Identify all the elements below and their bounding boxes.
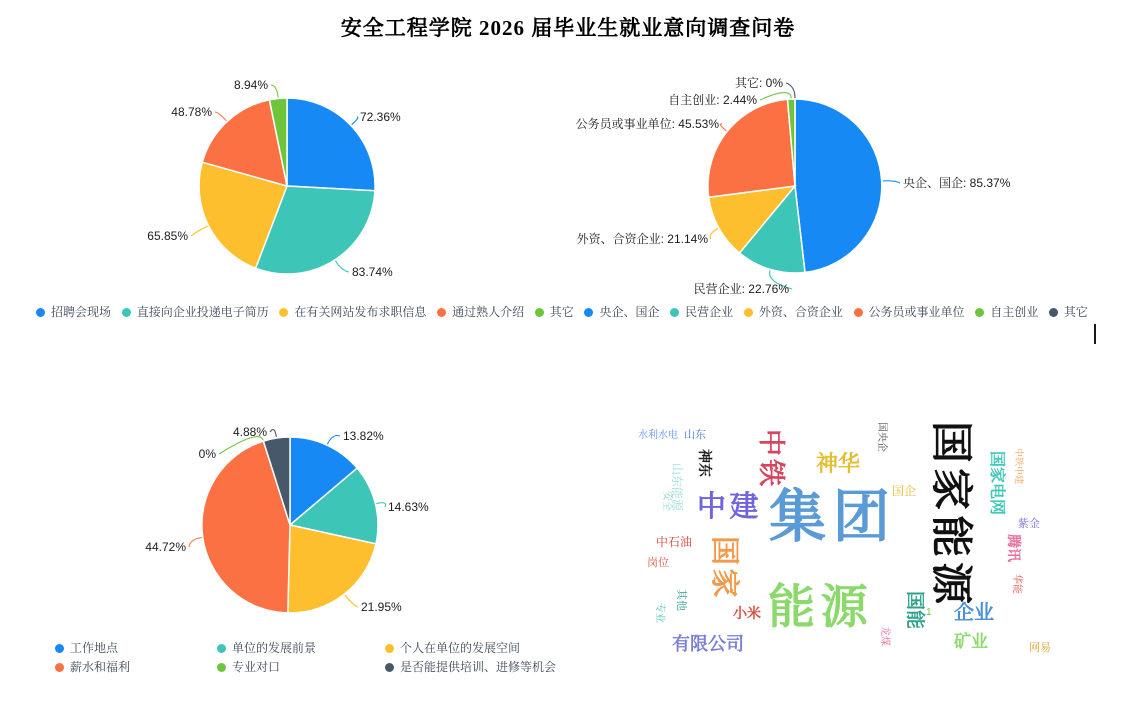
wordcloud-word: 中建: [697, 491, 762, 523]
legend-item[interactable]: [217, 659, 385, 675]
legend-item[interactable]: [1049, 304, 1088, 320]
pie-label: 44.72%: [145, 540, 186, 554]
legend-label: 单位的发展前景: [232, 641, 317, 655]
legend-label: 在有关网站发布求职信息: [294, 305, 427, 319]
pie-label-leader: [345, 595, 358, 607]
legend-dot-icon: [854, 308, 863, 317]
pie-label: 公务员或事业单位: 45.53%: [575, 117, 719, 131]
text-cursor: [1094, 324, 1096, 344]
legend-label: 其它: [1063, 305, 1088, 319]
wordcloud-word: 能源: [768, 580, 874, 633]
legend-item[interactable]: [122, 304, 269, 320]
pie-label-leader: [215, 112, 226, 121]
pie-label: 其它: 0%: [734, 76, 783, 90]
wordcloud-word: 国能: [904, 591, 925, 630]
wordcloud-word: 矿业: [954, 632, 988, 651]
legend-grid-bottom: [55, 640, 556, 675]
pie-label-leader: [189, 538, 202, 548]
pie-label: 14.63%: [388, 500, 429, 514]
wordcloud-word: 华能: [1011, 574, 1022, 594]
wordcloud-word: 国家电网: [988, 451, 1005, 516]
pie-label-leader: [710, 229, 718, 240]
pie-label: 自主创业: 2.44%: [668, 93, 757, 107]
legend-dot-icon: [55, 644, 64, 653]
wordcloud-word: 国央企: [876, 422, 887, 452]
legend-dot-icon: [217, 663, 226, 672]
wordcloud-word: 龙煤: [879, 626, 890, 646]
wordcloud-word: 岗位: [647, 557, 669, 569]
pie-label-leader: [883, 181, 900, 183]
legend-dot-icon: [385, 644, 394, 653]
pie-label-leader: [271, 85, 278, 97]
wordcloud-word: 中铁: [756, 429, 786, 490]
legend-item[interactable]: [279, 304, 426, 320]
pie-label: 0%: [198, 447, 216, 461]
legend-dot-icon: [55, 663, 64, 672]
pie-chart-job-search-channels: [147, 78, 401, 279]
legend-item[interactable]: [975, 304, 1038, 320]
pie-label: 65.85%: [147, 229, 188, 243]
wordcloud-word: 国企: [892, 484, 917, 498]
wordcloud-word: 专业: [654, 603, 665, 623]
legend-label: 是否能提供培训、进修等机会: [400, 660, 557, 674]
legend-item[interactable]: [36, 304, 111, 320]
legend-item[interactable]: [217, 640, 385, 656]
pie-label: 4.88%: [232, 425, 267, 439]
legend-label: 直接向企业投递电子简历: [136, 305, 269, 319]
legend-row-top: [36, 304, 1088, 320]
legend-dot-icon: [437, 308, 446, 317]
pie-label: 外资、合资企业: 21.14%: [576, 232, 708, 246]
legend-item[interactable]: [55, 640, 217, 656]
legend-item[interactable]: [385, 659, 556, 675]
pie-label: 央企、国企: 85.37%: [903, 176, 1011, 190]
pie-label-leader: [720, 124, 726, 131]
legend-label: 其它: [549, 305, 574, 319]
pie-label: 13.82%: [343, 429, 384, 443]
wordcloud-word: 其他: [675, 589, 687, 611]
wordcloud-word: 中铁中建: [1014, 448, 1024, 485]
wordcloud-word: 安全: [661, 491, 672, 511]
pie-label: 48.78%: [171, 105, 212, 119]
wordcloud-word: 山东能源: [670, 463, 684, 512]
legend-dot-icon: [122, 308, 131, 317]
legend-label: 央企、国企: [599, 305, 660, 319]
legend-dot-icon: [1049, 308, 1058, 317]
legend-label: 外资、合资企业: [758, 305, 843, 319]
wordcloud-word: 有限公司: [672, 634, 744, 654]
legend-label: 专业对口: [232, 660, 281, 674]
pie-slice[interactable]: [708, 99, 795, 197]
pie-label: 民营企业: 22.76%: [693, 282, 789, 296]
legend-item[interactable]: [385, 640, 556, 656]
legend-dot-icon: [670, 308, 679, 317]
pie-label-leader: [376, 503, 385, 507]
pie-label-leader: [352, 117, 358, 125]
legend-dot-icon: [975, 308, 984, 317]
pie-label-leader: [327, 435, 340, 444]
legend-item[interactable]: [437, 304, 524, 320]
wordcloud-word: 神华: [816, 451, 861, 476]
legend-dot-icon: [36, 308, 45, 317]
legend-label: 通过熟人介绍: [452, 305, 525, 319]
employer-wordcloud: [620, 405, 1136, 705]
legend-item[interactable]: [535, 304, 574, 320]
legend-dot-icon: [217, 644, 226, 653]
legend-item[interactable]: [854, 304, 965, 320]
pie-label-leader: [335, 261, 349, 272]
pie-label-leader: [270, 430, 276, 437]
wordcloud-word: 1: [926, 607, 932, 618]
legend-item[interactable]: [55, 659, 217, 675]
wordcloud-word: 国家能源: [928, 421, 975, 610]
wordcloud-word: 中石油: [656, 535, 693, 549]
legend-label: 公务员或事业单位: [868, 305, 965, 319]
wordcloud-word: 山东: [684, 429, 706, 441]
legend-label: 工作地点: [70, 641, 119, 655]
pie-label: 21.95%: [361, 600, 402, 614]
pie-slice[interactable]: [795, 99, 882, 272]
pie-label: 72.36%: [360, 110, 401, 124]
pie-chart-job-choice-factors: [145, 425, 429, 614]
legend-label: 民营企业: [685, 305, 734, 319]
wordcloud-word: 企业: [954, 602, 994, 624]
wordcloud-word: 国家: [708, 536, 740, 601]
legend-dot-icon: [535, 308, 544, 317]
legend-label: 薪水和福利: [70, 660, 131, 674]
wordcloud-word: 网易: [1029, 642, 1051, 654]
legend-dot-icon: [385, 663, 394, 672]
wordcloud-word: 集团: [769, 485, 897, 549]
legend-label: 个人在单位的发展空间: [400, 641, 521, 655]
legend-item[interactable]: [744, 304, 843, 320]
wordcloud-word: 小米: [733, 605, 761, 621]
legend-item[interactable]: [584, 304, 659, 320]
pie-chart-preferred-employer-type: [576, 75, 1011, 296]
page-title: 安全工程学院 2026 届毕业生就业意向调查问卷: [340, 16, 796, 40]
legend-label: 招聘会现场: [51, 305, 112, 319]
pie-label: 8.94%: [233, 78, 268, 92]
pie-label: 83.74%: [352, 265, 393, 279]
legend-dot-icon: [584, 308, 593, 317]
legend-dot-icon: [744, 308, 753, 317]
pie-label-leader: [191, 226, 208, 236]
wordcloud-word: 腾讯: [1006, 534, 1022, 562]
legend-label: 自主创业: [990, 305, 1039, 319]
wordcloud-word: 水利水电: [638, 430, 678, 441]
legend-dot-icon: [279, 308, 288, 317]
wordcloud-word: 神东: [697, 449, 713, 477]
legend-item[interactable]: [670, 304, 733, 320]
wordcloud-word: 紫金: [1018, 518, 1040, 530]
